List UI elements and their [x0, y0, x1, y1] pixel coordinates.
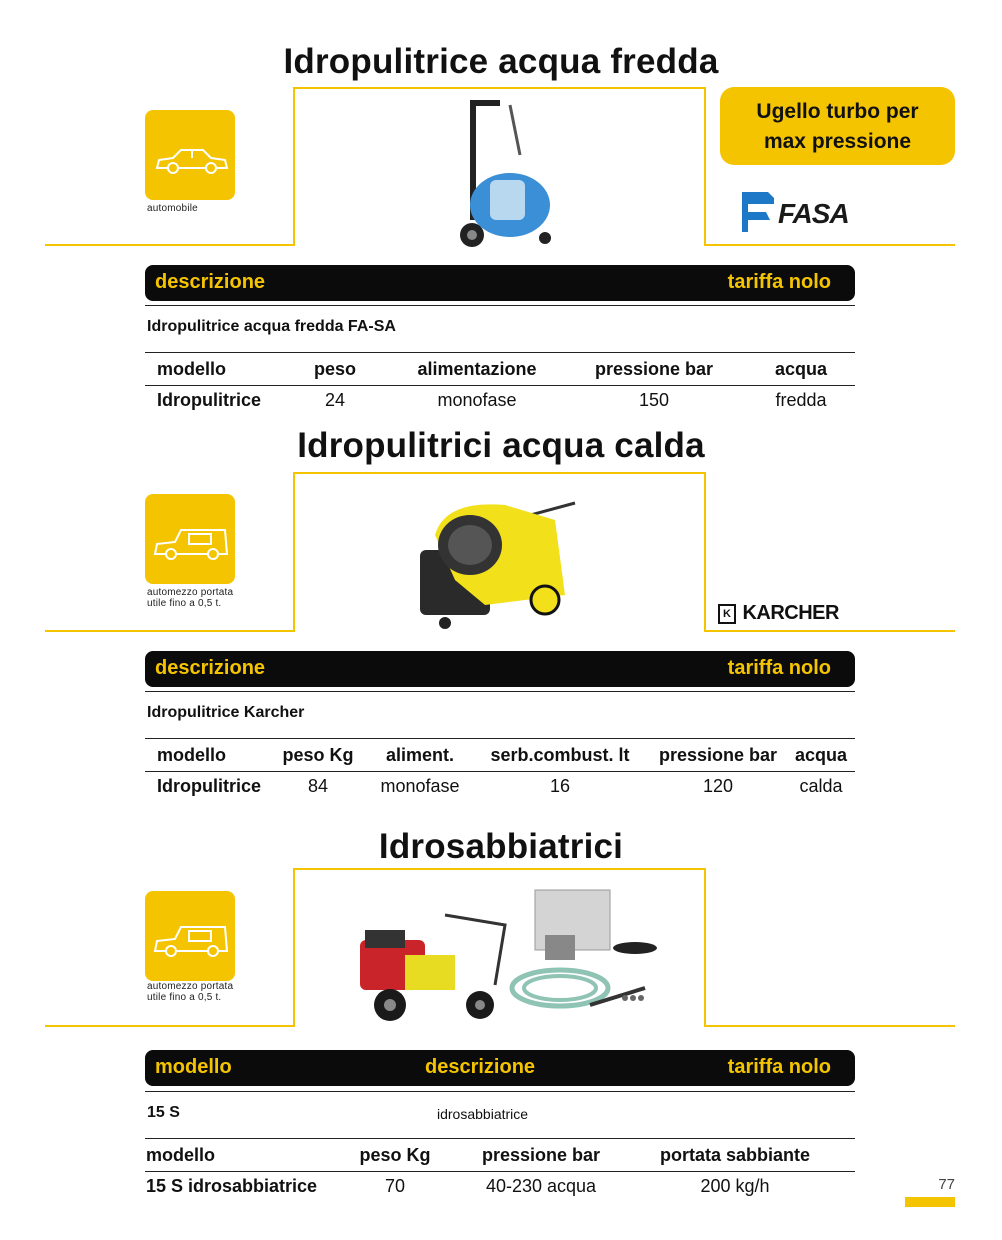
vehicle-caption-line-2: utile fino a 0,5 t.: [147, 598, 222, 609]
th-peso: peso Kg: [282, 745, 354, 765]
turbo-nozzle-badge: [720, 87, 955, 165]
vehicle-caption-line-1: automezzo portata: [147, 981, 234, 992]
badge-line-2: max pressione: [763, 130, 912, 153]
bar-left-label: descrizione: [155, 657, 266, 679]
td-portata: 200 kg/h: [700, 1176, 770, 1196]
karcher-logo-text: KARCHER: [742, 602, 839, 624]
divider: [145, 1171, 855, 1172]
sandblaster-engine-image: [345, 905, 520, 1025]
car-icon: [145, 110, 235, 200]
page-number-bar: [905, 1197, 955, 1207]
divider: [145, 691, 855, 692]
td-peso: 24: [324, 390, 346, 410]
hot-description: Idropulitrice Karcher: [147, 704, 305, 721]
van-icon: [145, 494, 235, 584]
frame-line: [704, 868, 706, 1027]
td-modello: 15 S idrosabbiatrice: [146, 1176, 318, 1196]
th-modello: modello: [157, 359, 227, 379]
vehicle-caption-line-2: utile fino a 0,5 t.: [147, 992, 222, 1003]
th-peso: peso: [313, 359, 356, 379]
frame-line: [293, 868, 295, 1027]
td-alimentazione: monofase: [437, 390, 517, 410]
divider: [145, 305, 855, 306]
frame-line: [704, 1025, 955, 1027]
section-title-cold: Idropulitrice acqua fredda: [283, 42, 719, 81]
divider: [145, 352, 855, 353]
td-serbatoio: 16: [549, 776, 571, 796]
section-title-hot: Idropulitrici acqua calda: [297, 426, 705, 465]
sandblaster-kit-image: [505, 880, 665, 1020]
fasa-logo: [740, 190, 860, 235]
van-icon: [145, 891, 235, 981]
frame-line: [293, 472, 295, 632]
sand-model-code: 15 S: [147, 1104, 180, 1121]
frame-line: [704, 472, 706, 632]
vehicle-caption: automobile: [147, 203, 198, 214]
th-alimentazione: alimentazione: [417, 359, 537, 379]
td-pressione: 150: [638, 390, 670, 410]
frame-line: [45, 1025, 295, 1027]
th-alimentazione: aliment.: [385, 745, 455, 765]
divider: [145, 771, 855, 772]
karcher-mark-icon: K: [718, 604, 736, 624]
cold-description: Idropulitrice acqua fredda FA-SA: [147, 318, 396, 335]
vehicle-caption: [147, 981, 233, 1003]
th-pressione: pressione bar: [594, 359, 714, 379]
frame-line: [293, 472, 705, 474]
hot-washer-image: [415, 495, 585, 635]
sand-header-bar: [145, 1050, 855, 1086]
td-modello: Idropulitrice: [157, 776, 262, 796]
td-acqua: calda: [799, 776, 843, 796]
badge-line-1: Ugello turbo per: [756, 100, 919, 123]
divider: [145, 1091, 855, 1092]
cold-header-bar: [145, 265, 855, 301]
bar-right-label: tariffa nolo: [727, 657, 831, 679]
divider: [145, 1138, 855, 1139]
frame-line: [704, 244, 955, 246]
th-peso: peso Kg: [359, 1145, 431, 1165]
page-number: 77: [938, 1176, 955, 1193]
th-serbatoio: serb.combust. lt: [490, 745, 630, 765]
fasa-logo-text: FASA: [778, 198, 849, 229]
td-pressione: 40-230 acqua: [485, 1176, 597, 1196]
th-modello: modello: [146, 1145, 216, 1165]
frame-line: [293, 87, 705, 89]
frame-line: [293, 87, 295, 246]
td-pressione: 120: [702, 776, 734, 796]
frame-line: [45, 244, 295, 246]
th-acqua: acqua: [794, 745, 848, 765]
frame-line: [293, 868, 705, 870]
section-title-sand: Idrosabbiatrici: [378, 827, 624, 866]
bar-mid-label: descrizione: [425, 1056, 536, 1078]
frame-line: [704, 630, 955, 632]
hot-header-bar: [145, 651, 855, 687]
td-peso: 70: [384, 1176, 406, 1196]
th-pressione: pressione bar: [481, 1145, 601, 1165]
karcher-logo: [718, 602, 839, 624]
bar-right-label: tariffa nolo: [727, 271, 831, 293]
td-alimentazione: monofase: [380, 776, 460, 796]
frame-line: [45, 630, 295, 632]
frame-line: [704, 87, 706, 246]
th-portata: portata sabbiante: [659, 1145, 811, 1165]
cold-washer-image: [450, 95, 560, 255]
th-modello: modello: [157, 745, 227, 765]
bar-right-label: tariffa nolo: [727, 1056, 831, 1078]
th-pressione: pressione bar: [658, 745, 778, 765]
vehicle-caption-line-1: automezzo portata: [147, 587, 234, 598]
td-peso: 84: [307, 776, 329, 796]
divider: [145, 385, 855, 386]
bar-left-label: modello: [155, 1056, 232, 1078]
divider: [145, 738, 855, 739]
vehicle-caption: [147, 587, 233, 609]
sand-model-description: idrosabbiatrice: [437, 1106, 529, 1122]
td-acqua: fredda: [775, 390, 827, 410]
bar-left-label: descrizione: [155, 271, 266, 293]
th-acqua: acqua: [774, 359, 828, 379]
td-modello: Idropulitrice: [157, 390, 262, 410]
